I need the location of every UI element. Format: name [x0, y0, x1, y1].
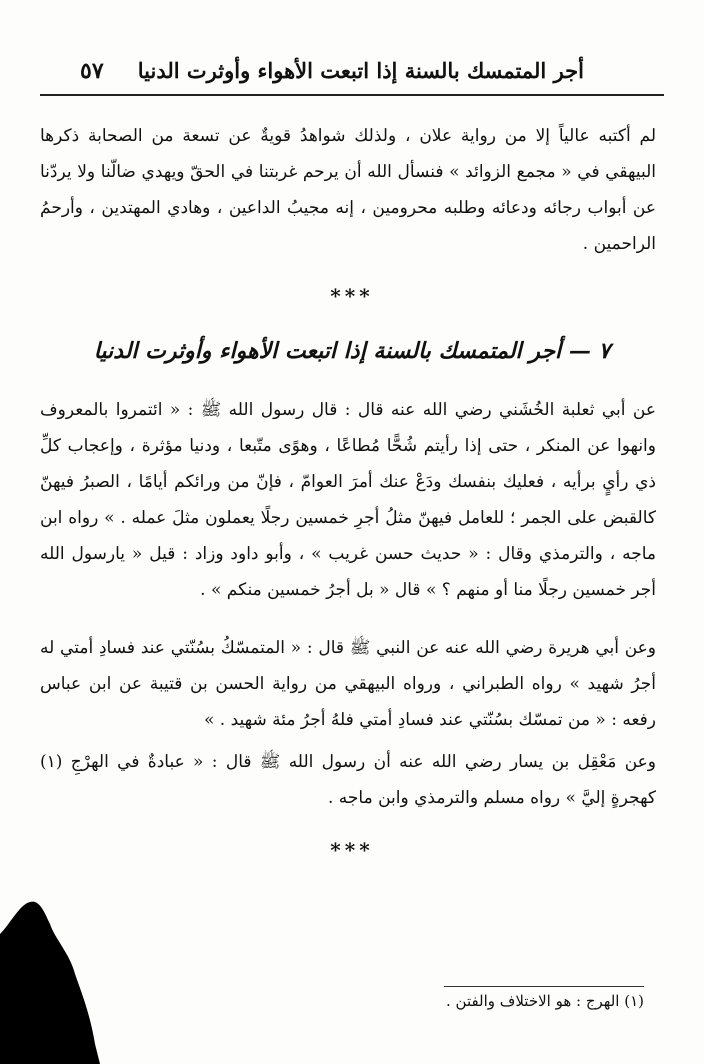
page-header	[40, 56, 664, 98]
hadith-paragraph-abu-hurayra: وعن أبي هريرة رضي الله عنه عن النبي ﷺ قال : « المتمسّكُ بسُنّتي عند فسادِ أمتي له أجرُ شهيد » رواه الطبراني ، ورواه البيهقي من رواية الحسن بن قتيبة عن ابن عباس رفعه : « من تمسّك بسُنّتي عند فسادِ أمتي فلهُ أجرُ مئة شهيد . »	[40, 638, 656, 730]
scan-shadow-corner	[0, 894, 100, 1064]
running-title: أجر المتمسك بالسنة إذا اتبعت الأهواء وأوثرت الدنيا	[137, 58, 584, 83]
separator-stars: ***	[330, 838, 374, 862]
paragraph-continued: لم أكتبه عالياً إلا من رواية علان ، ولذلك شواهدُ قويةٌ عن تسعة من الصحابة ذكرها البيهقي في « مجمع الزوائد » فنسأل الله أن يرحم غربتنا في الحقّ ويهدي ضالّنا ولا يردّنا عن أبواب رجائه ودعائه وطلبه محرومين ، إنه مجيبُ الداعين ، وهادي المهتدين ، وأرحمُ الراحمين .	[40, 126, 656, 254]
header-rule	[40, 94, 664, 96]
page-number: ٥٧	[80, 58, 104, 84]
footnote: (١) الهرج : هو الاختلاف والفتن .	[445, 992, 644, 1010]
hadith-paragraph-maqil: وعن مَعْقِل بن يسار رضي الله عنه أن رسول الله ﷺ قال : « عبادةٌ في الهرْجِ (١) كهجرةٍ إليَّ » رواه مسلم والترمذي وابن ماجه .	[40, 752, 656, 808]
section-heading: ٧ — أجر المتمسك بالسنة إذا اتبعت الأهواء وأوثرت الدنيا	[93, 338, 611, 364]
footnote-rule	[444, 986, 644, 987]
hadith-paragraph-thalaba: عن أبي ثعلبة الخُشَني رضي الله عنه قال : قال رسول الله ﷺ : « ائتمروا بالمعروف وانهوا عن المنكر ، حتى إذا رأيتم شُحًّا مُطاعًا ، وهوًى متّبعا ، ودنيا مؤثرة ، وإعجاب كلِّ ذي رأيٍ برأيه ، فعليك بنفسك ودَعْ عنك أمرَ العوامّ ، فإنّ من ورائكم أيامًا ، الصبرُ فيهنّ كالقبض على الجمر ؛ للعامل فيهنّ مثلُ أجرِ خمسين رجلًا يعملون مثلَ عمله . » رواه ابن ماجه ، والترمذي وقال : « حديث حسن غريب » ، وأبو داود وزاد : قيل « يارسول الله أجر خمسين رجلًا منا أو منهم ؟ » قال « بل أجرُ خمسين منكم » .	[40, 400, 656, 600]
separator-stars: ***	[330, 284, 374, 308]
